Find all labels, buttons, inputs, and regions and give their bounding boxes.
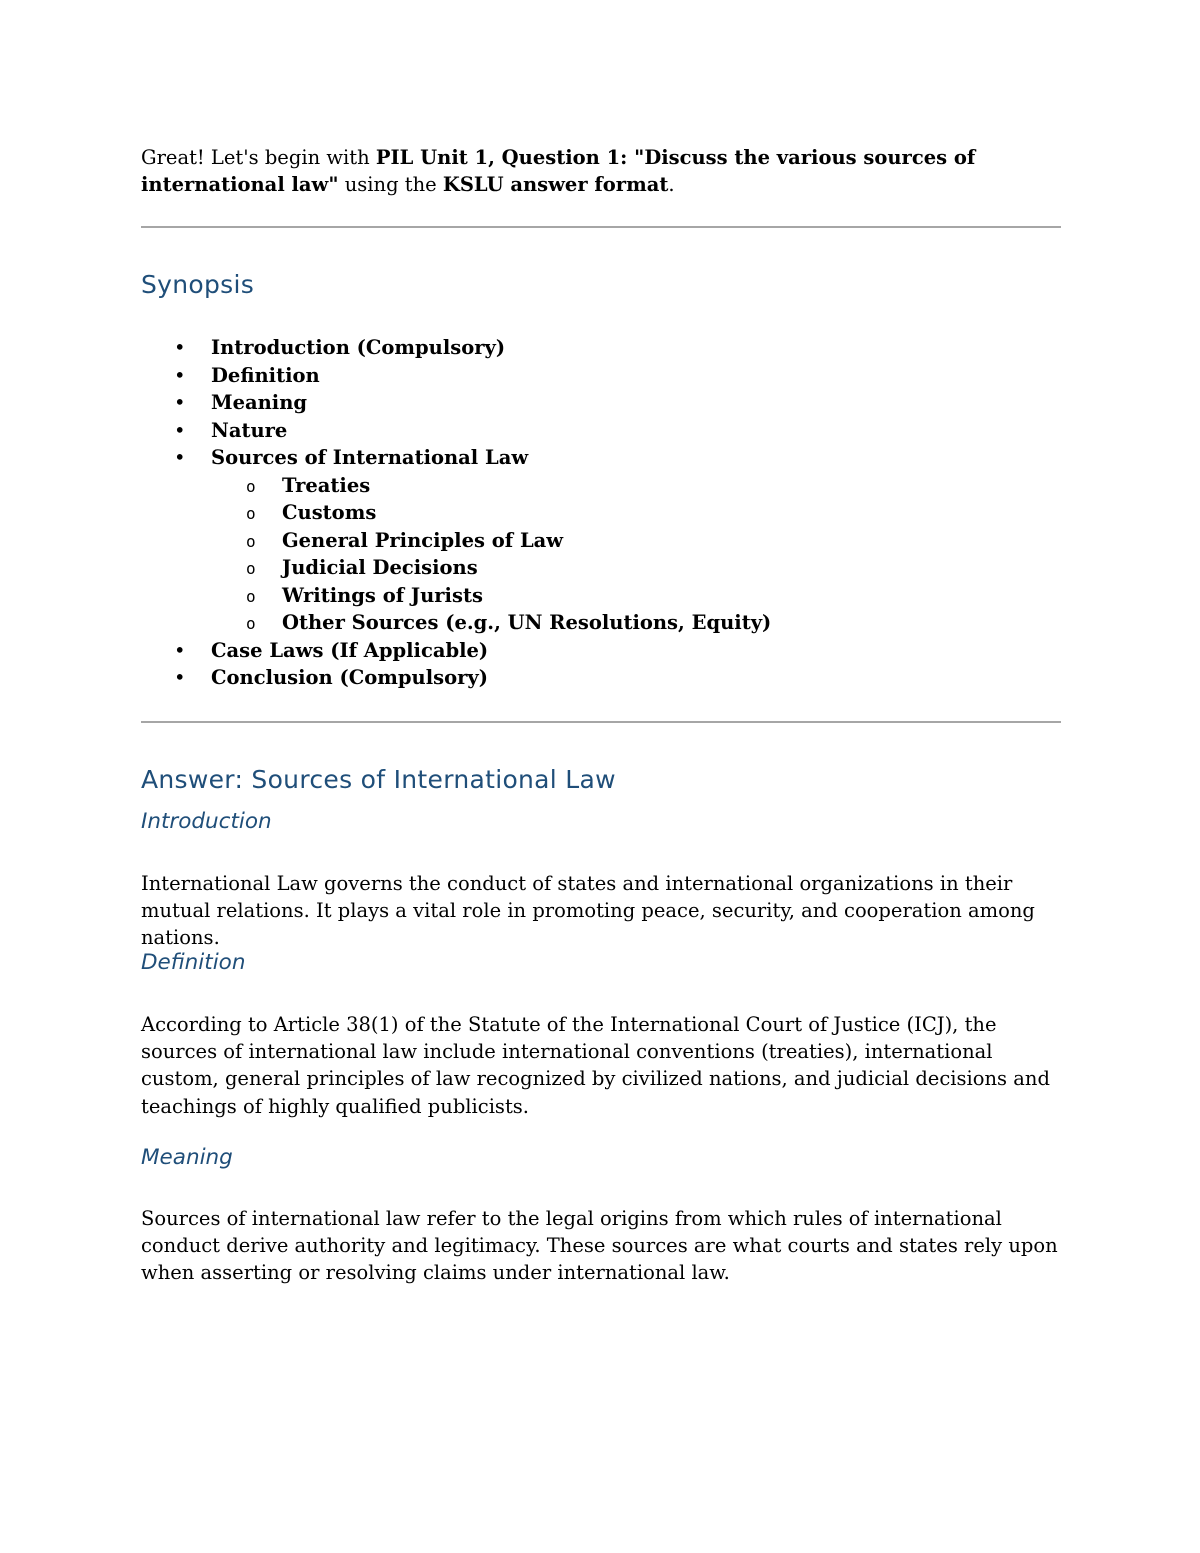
opening-question: PIL Unit 1, Question 1: "Discuss the various sources of international law" [141,146,976,196]
divider [141,226,1061,228]
definition-heading: Definition [141,950,246,975]
list-item-label: Nature [211,418,288,442]
circle-bullet-icon: o [246,559,256,578]
bullet-icon: • [174,418,186,442]
sub-list-item-label: Other Sources (e.g., UN Resolutions, Equity) [282,611,772,634]
sub-list-item-label: Judicial Decisions [282,556,478,579]
list-item-label: Case Laws (If Applicable) [211,638,489,662]
answer-heading: Answer: Sources of International Law [141,765,616,794]
list-item [141,389,771,417]
list-item-label: Introduction (Compulsory) [211,336,506,359]
sub-list-item-label: Treaties [282,473,371,497]
sub-list-item-label: Writings of Jurists [282,583,483,607]
introduction-heading: Introduction [141,809,272,834]
list-item [141,664,771,692]
sub-list-item-label: General Principles of Law [282,528,564,552]
list-item [141,637,771,665]
sources-sublist [211,472,771,637]
opening-text-3: . [668,173,675,196]
list-item-label: Meaning [211,391,308,414]
circle-bullet-icon: o [246,586,256,606]
list-item-label: Sources of International Law [211,446,529,469]
sub-list-item [211,554,771,582]
opening-format: KSLU answer format [442,173,669,196]
divider [141,721,1061,723]
introduction-paragraph: International Law governs the conduct of states and international organizations in their mutual relations. It plays a vital role in promoting peace, security, and cooperation among nations. [141,872,1035,950]
definition-paragraph: According to Article 38(1) of the Statute of the International Court of Justice (ICJ), the sources of international law include international conventions (treaties), international custom, general principles of law recognized by civilized nations, and judicial decisions and teachings of highly qualified publicists. [141,1013,1050,1118]
bullet-icon: • [174,336,186,359]
circle-bullet-icon: o [246,614,256,633]
sub-list-item [211,582,771,610]
synopsis-list [141,334,771,692]
opening-text-2: using the [338,173,443,196]
list-item [141,334,771,362]
circle-bullet-icon: o [246,476,256,496]
meaning-heading: Meaning [141,1145,233,1170]
list-item [141,417,771,445]
synopsis-heading: Synopsis [141,270,255,299]
bullet-icon: • [174,446,186,469]
opening-paragraph [141,144,1061,198]
sub-list-item [211,609,771,637]
sub-list-item [211,527,771,555]
opening-text-1: Great! Let's begin with [141,146,376,169]
circle-bullet-icon: o [246,531,256,551]
sub-list-item-label: Customs [282,501,377,524]
sub-list-item [211,499,771,527]
meaning-paragraph: Sources of international law refer to the legal origins from which rules of international conduct derive authority and legitimacy. These sources are what courts and states rely upon when asserting or resolving claims under international law. [141,1207,1058,1285]
list-item [141,362,771,390]
list-item [141,444,771,637]
list-item-label: Conclusion (Compulsory) [211,666,488,689]
circle-bullet-icon: o [246,504,256,523]
list-item-label: Definition [211,363,320,387]
bullet-icon: • [174,391,186,414]
bullet-icon: • [174,363,186,387]
sub-list-item [211,472,771,500]
bullet-icon: • [174,666,186,689]
bullet-icon: • [174,638,186,662]
